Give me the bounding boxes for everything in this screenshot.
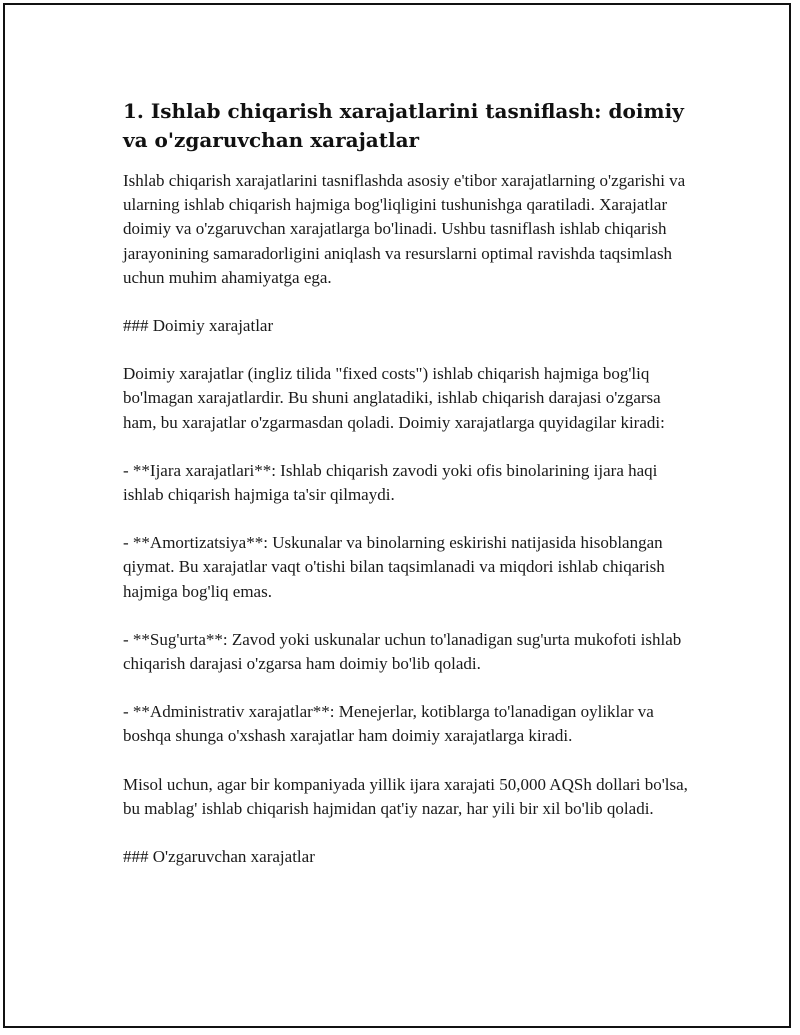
heading-variable-costs: ### O'zgaruvchan xarajatlar [123, 847, 315, 867]
document-body [123, 97, 693, 893]
document-title: 1. Ishlab chiqarish xarajatlarini tasniflash: doimiy va o'zgaruvchan xarajatlar [123, 99, 684, 152]
heading-fixed-costs: ### Doimiy xarajatlar [123, 316, 274, 336]
intro-paragraph: Ishlab chiqarish xarajatlarini tasniflashda asosiy e'tibor xarajatlarning o'zgarishi va ularning ishlab chiqarish hajmiga bog'liqligini tushunishga qaratiladi. Xarajatlar doimiy va o'zgaruvchan xarajatlarga bo'linadi. Ushbu tasniflash ishlab chiqarish jarayonining samaradorligini aniqlash va resurslarni optimal ravishda taqsimlash uchun muhim ahamiyatga ega. [123, 171, 686, 287]
list-item-insurance: - **Sug'urta**: Zavod yoki uskunalar uchun to'lanadigan sug'urta mukofoti ishlab chiqarish darajasi o'zgarsa ham doimiy bo'lib qoladi. [123, 629, 682, 674]
page-frame [3, 3, 791, 1028]
fixed-costs-paragraph: Doimiy xarajatlar (ingliz tilida "fixed costs") ishlab chiqarish hajmiga bog'liq bo'lmagan xarajatlardir. Bu shuni anglatadiki, ishlab chiqarish darajasi o'zgarsa ham, bu xarajatlar o'zgarmasdan qoladi. Doimiy xarajatlarga quyidagilar kiradi: [123, 364, 665, 432]
list-item-depreciation: - **Amortizatsiya**: Uskunalar va binolarning eskirishi natijasida hisoblangan qiymat. Bu xarajatlar vaqt o'tishi bilan taqsimlanadi va miqdori ishlab chiqarish hajmiga bog'liq emas. [123, 533, 665, 601]
list-item-rent: - **Ijara xarajatlari**: Ishlab chiqarish zavodi yoki ofis binolarining ijara haqi ishlab chiqarish hajmiga ta'sir qilmaydi. [123, 460, 658, 505]
example-paragraph: Misol uchun, agar bir kompaniyada yillik ijara xarajati 50,000 AQSh dollari bo'lsa, bu mablag' ishlab chiqarish hajmidan qat'iy nazar, har yili bir xil bo'lib qoladi. [123, 774, 688, 818]
list-item-administrative: - **Administrativ xarajatlar**: Menejerlar, kotiblarga to'lanadigan oyliklar va boshqa shunga o'xshash xarajatlar ham doimiy xarajatlarga kiradi. [123, 702, 654, 746]
